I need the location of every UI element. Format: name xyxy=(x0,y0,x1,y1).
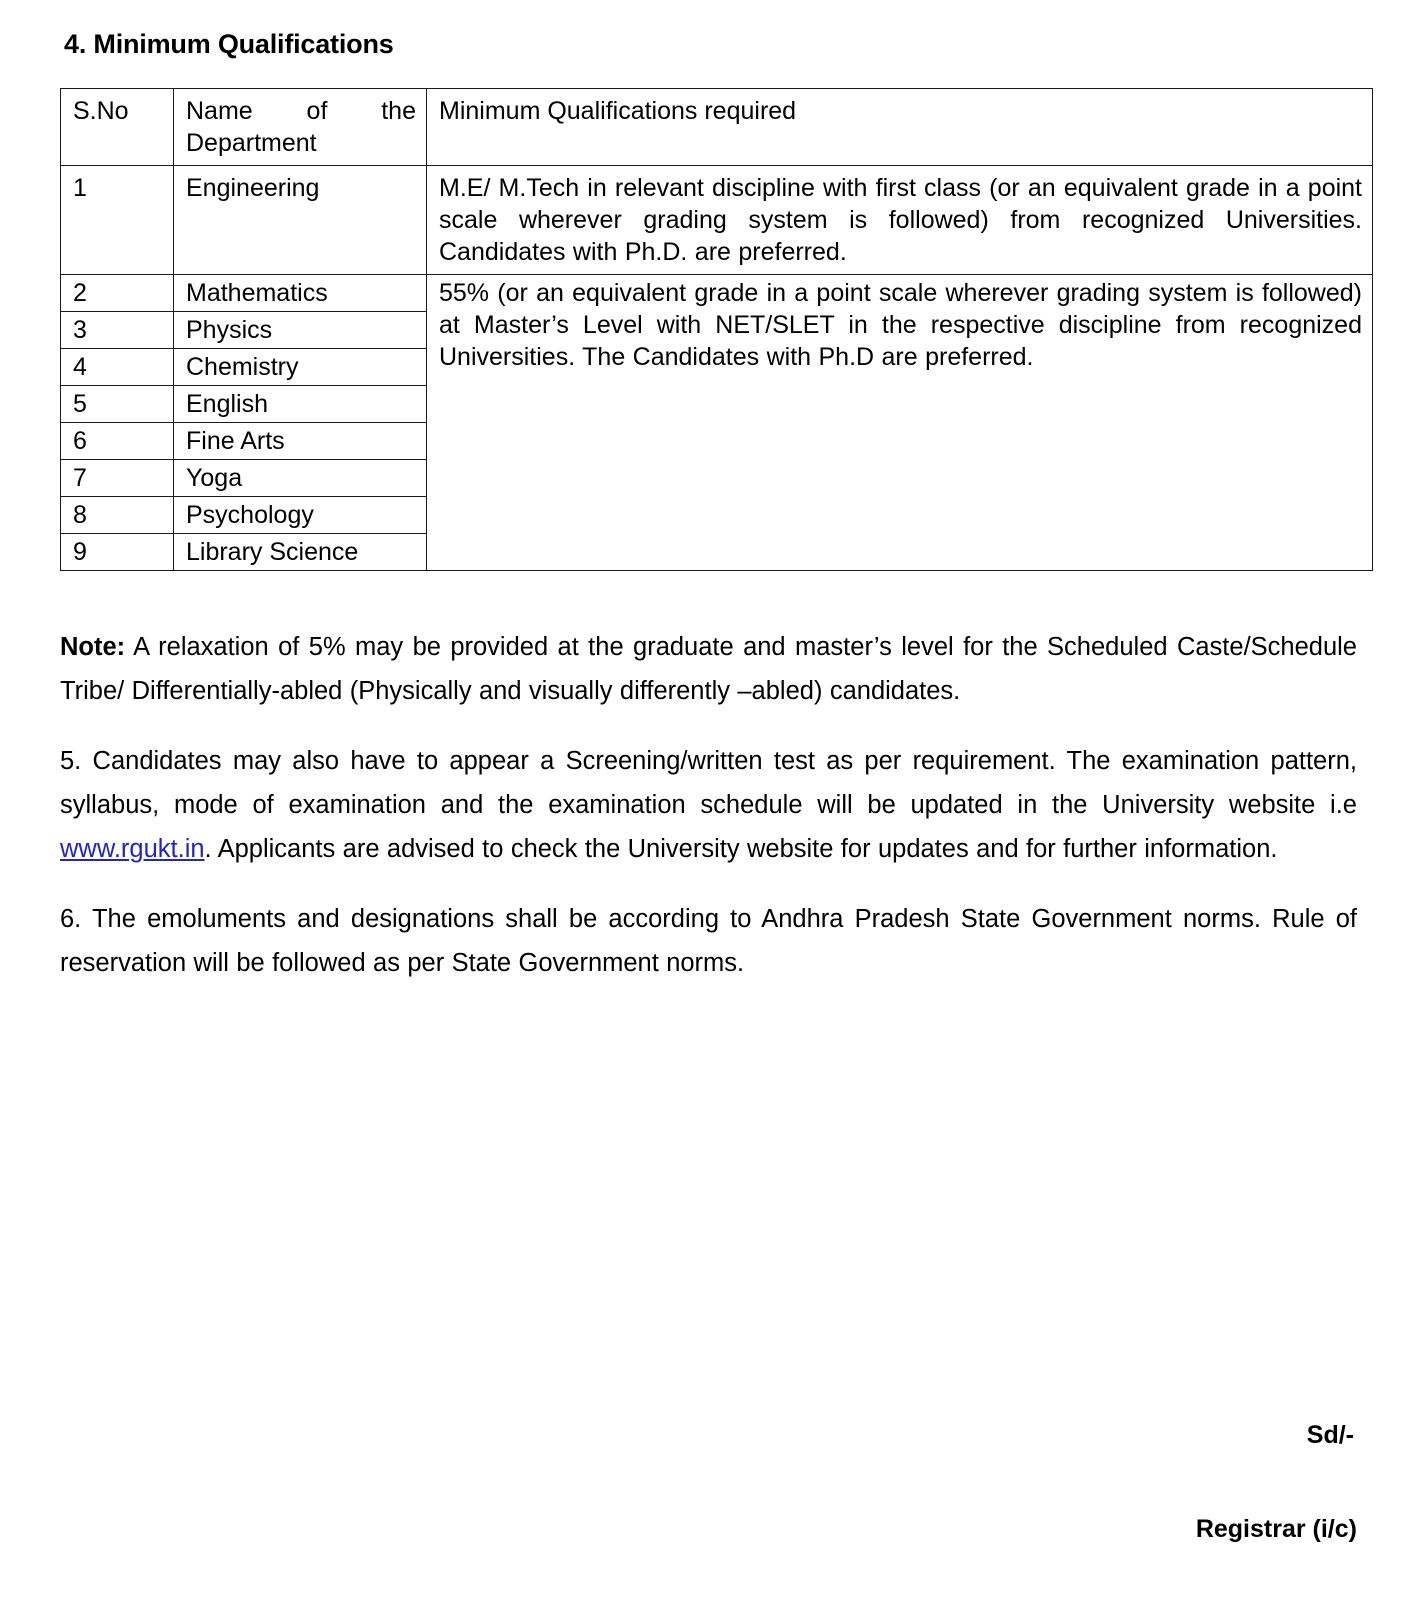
cell-department-fine-arts: Fine Arts xyxy=(174,423,427,460)
cell-qualification-engineering: M.E/ M.Tech in relevant discipline with first class (or an equivalent grade in a point scale wherever grading system is followed) from recognized Universities. Candidates with Ph.D. are preferred. xyxy=(427,166,1373,275)
cell-department-yoga: Yoga xyxy=(174,460,427,497)
cell-sno-6: 6 xyxy=(61,423,174,460)
cell-sno-9: 9 xyxy=(61,534,174,571)
cell-department-chemistry: Chemistry xyxy=(174,349,427,386)
table-row xyxy=(61,166,1373,275)
cell-sno-1: 1 xyxy=(61,166,174,275)
header-cell-qualifications: Minimum Qualifications required xyxy=(427,89,1373,166)
cell-department-psychology: Psychology xyxy=(174,497,427,534)
header-cell-department: Name of the Department xyxy=(174,89,427,166)
signature-sd: Sd/- xyxy=(1306,1421,1354,1449)
cell-sno-4: 4 xyxy=(61,349,174,386)
cell-sno-3: 3 xyxy=(61,312,174,349)
cell-department-mathematics: Mathematics xyxy=(174,275,427,312)
paragraph-5-text-after-link: . Applicants are advised to check the University website for updates and for further information. xyxy=(204,834,1278,863)
cell-department-english: English xyxy=(174,386,427,423)
paragraph-item-6: 6. The emoluments and designations shall be according to Andhra Pradesh State Government norms. Rule of reservation will be followed as per State Government norms. xyxy=(60,904,1357,977)
cell-department-library-science: Library Science xyxy=(174,534,427,571)
table-row xyxy=(61,275,1373,312)
paragraph-item-5 xyxy=(60,740,1357,872)
university-website-link[interactable]: www.rgukt.in xyxy=(60,834,205,863)
page-title: 4. Minimum Qualifications xyxy=(64,29,394,59)
header-cell-sno: S.No xyxy=(61,89,174,166)
cell-department-physics: Physics xyxy=(174,312,427,349)
minimum-qualifications-table xyxy=(60,88,1373,571)
table-header-row xyxy=(61,89,1373,166)
note-text: A relaxation of 5% may be provided at the graduate and master’s level for the Scheduled Caste/Schedule Tribe/ Differentially-abled (Physically and visually differently –abled) candidates. xyxy=(60,633,1357,706)
cell-sno-8: 8 xyxy=(61,497,174,534)
paragraph-5-text-before-link: 5. Candidates may also have to appear a Screening/written test as per requirement. The examination pattern, syllabus, mode of examination and the examination schedule will be updated in the University website i.e xyxy=(60,747,1357,819)
cell-sno-5: 5 xyxy=(61,386,174,423)
cell-qualification-merged: 55% (or an equivalent grade in a point scale wherever grading system is followed) at Master’s Level with NET/SLET in the respective discipline from recognized Universities. The Candidates with Ph.D are preferred. xyxy=(427,275,1373,571)
cell-department-engineering: Engineering xyxy=(174,166,427,275)
cell-sno-7: 7 xyxy=(61,460,174,497)
cell-sno-2: 2 xyxy=(61,275,174,312)
signature-designation: Registrar (i/c) xyxy=(1195,1515,1357,1543)
signature-block xyxy=(1196,1420,1357,1544)
note-paragraph xyxy=(60,626,1357,714)
note-label: Note: xyxy=(60,633,126,662)
